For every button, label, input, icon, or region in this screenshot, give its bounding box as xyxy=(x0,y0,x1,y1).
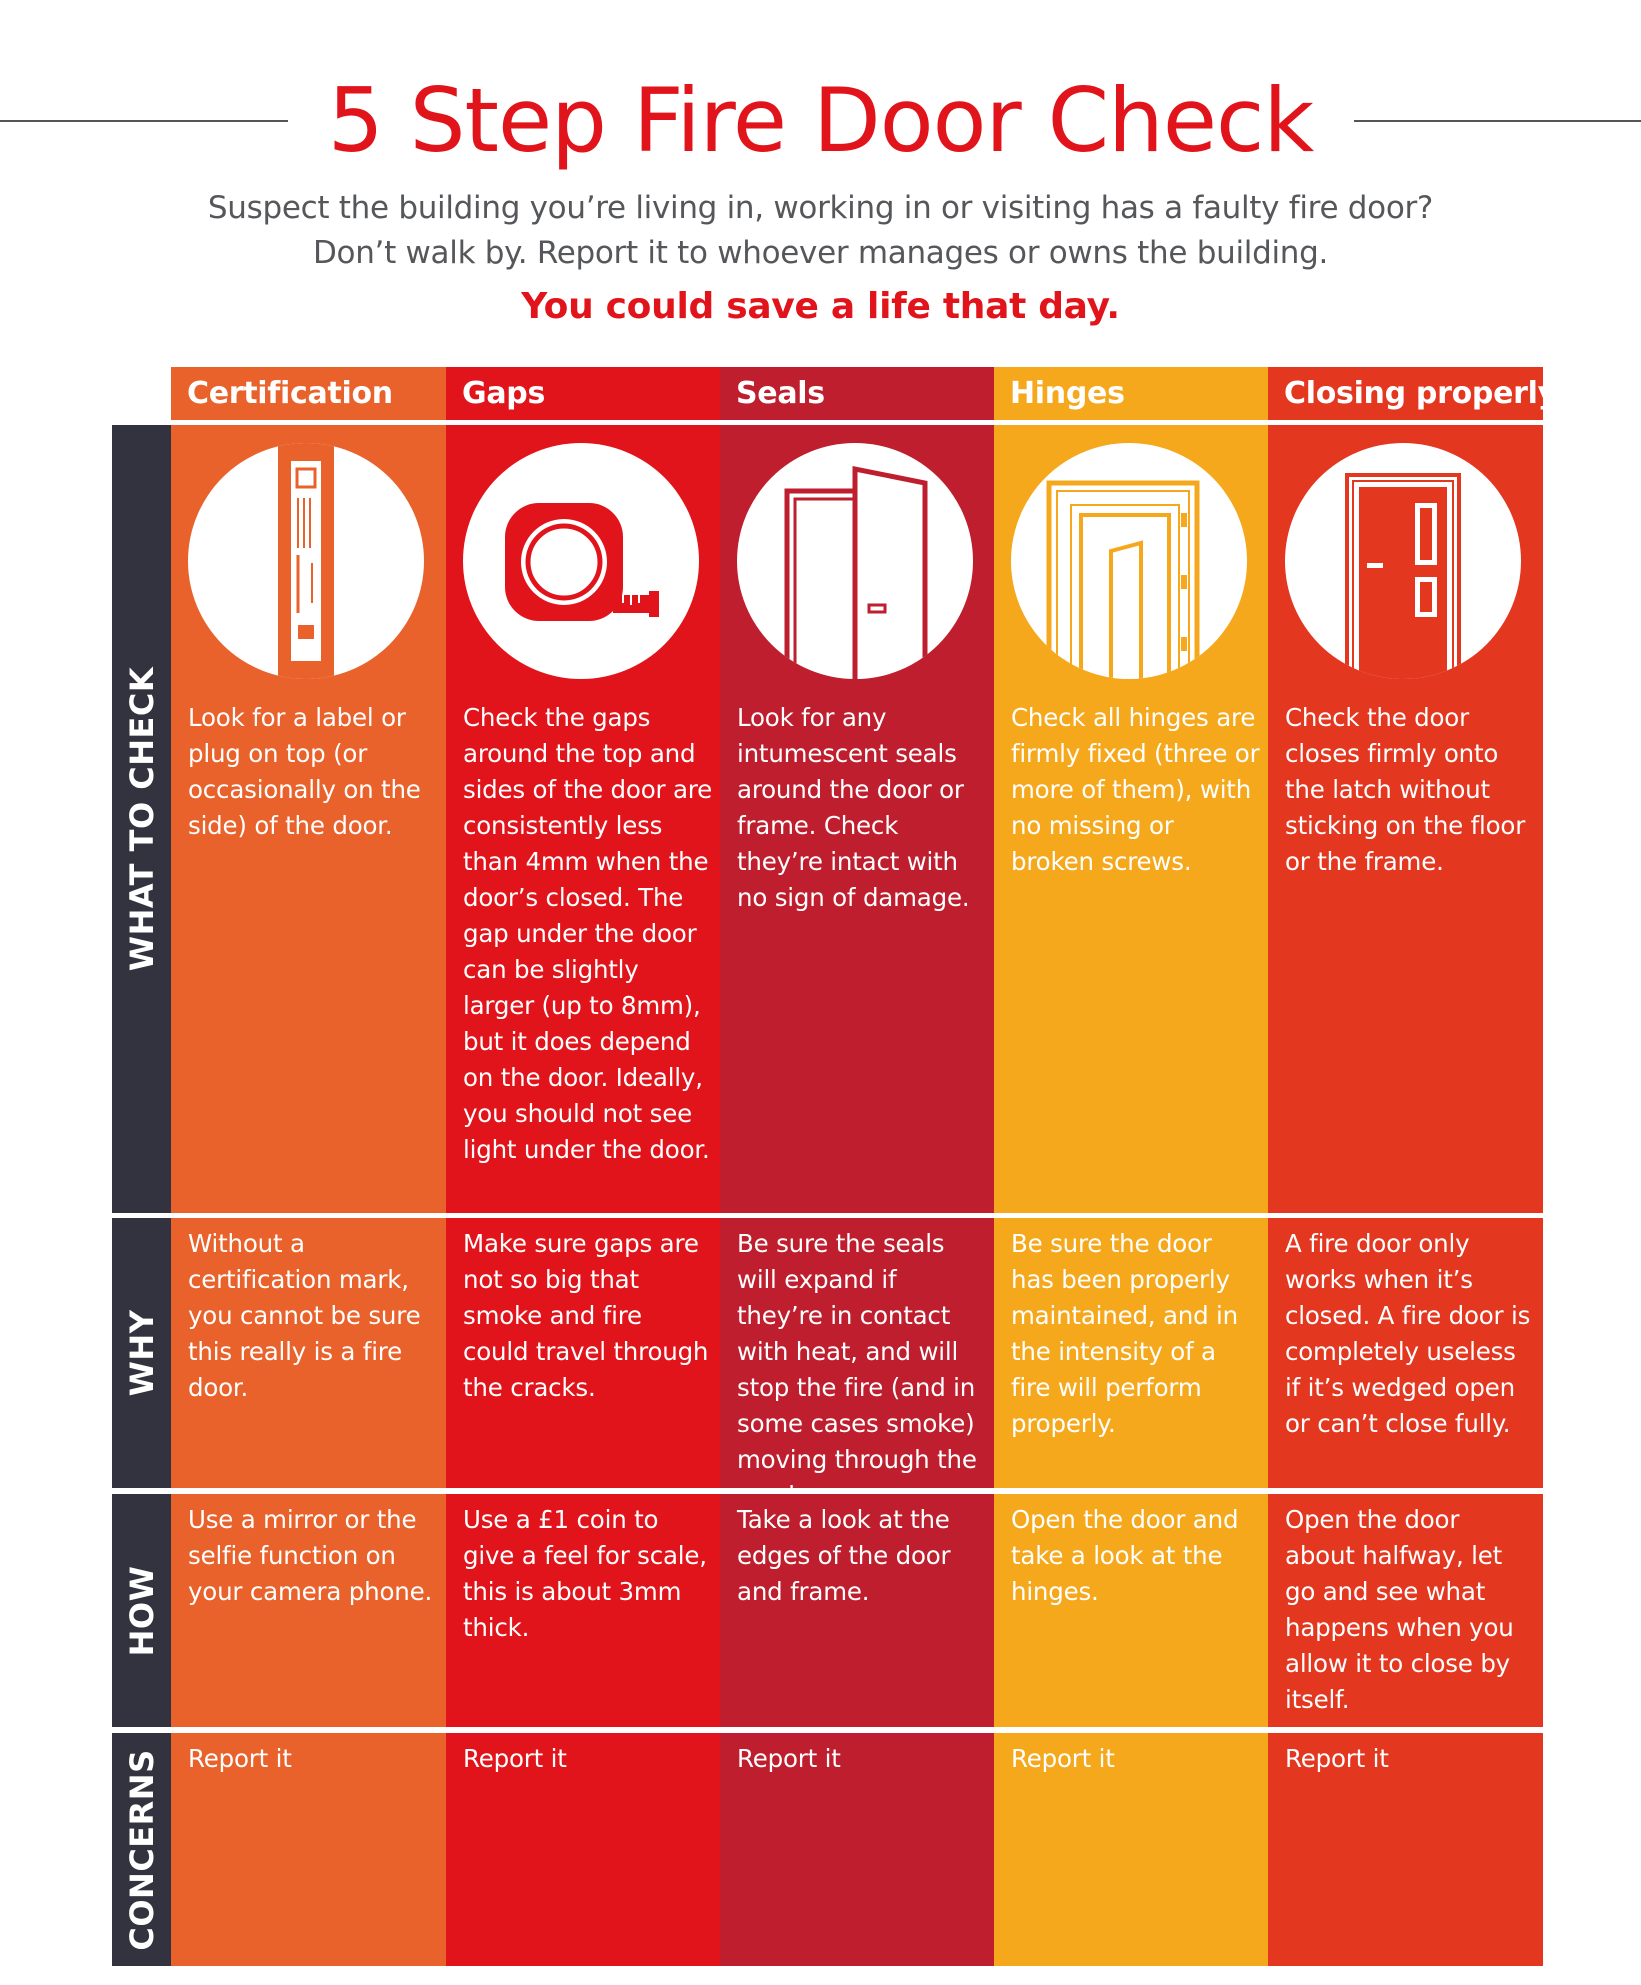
row-label-how-text: HOW xyxy=(122,1565,161,1656)
gaps-why-text: Make sure gaps are not so big that smoke and fire could travel through the cracks. xyxy=(463,1229,709,1402)
hinges-concerns-cell xyxy=(994,1733,1268,1966)
row-label-what-to-check xyxy=(112,425,171,1213)
hinges-how-cell xyxy=(994,1494,1268,1727)
gaps-how-cell xyxy=(446,1494,720,1727)
door-hinges-icon xyxy=(1011,443,1247,679)
seals-concerns-cell xyxy=(720,1733,994,1966)
certification-how-text: Use a mirror or the selfie function on your camera phone. xyxy=(188,1505,433,1606)
certification-what-cell xyxy=(171,425,446,1213)
open-door-icon xyxy=(737,443,973,679)
gaps-concerns-text: Report it xyxy=(463,1744,567,1773)
row-label-why xyxy=(112,1218,171,1488)
hinges-what-text: Check all hinges are firmly fixed (three or more of them), with no missing or broken screws. xyxy=(1011,703,1260,876)
column-header-seals: Seals xyxy=(720,367,994,420)
column-header-gaps: Gaps xyxy=(446,367,720,420)
closing-what-cell xyxy=(1268,425,1543,1213)
seals-how-text: Take a look at the edges of the door and frame. xyxy=(737,1505,951,1606)
certification-concerns-cell xyxy=(171,1733,446,1966)
seals-what-cell xyxy=(720,425,994,1213)
row-label-concerns-text: CONCERNS xyxy=(122,1748,161,1951)
hinges-why-cell xyxy=(994,1218,1268,1488)
closing-concerns-cell xyxy=(1268,1733,1543,1966)
closing-how-text: Open the door about halfway, let go and see what happens when you allow it to close by itself. xyxy=(1285,1505,1514,1714)
closing-why-text: A fire door only works when it’s closed. A fire door is completely useless if it’s wedged open or can’t close fully. xyxy=(1285,1229,1531,1438)
certification-why-cell xyxy=(171,1218,446,1488)
closing-how-cell xyxy=(1268,1494,1543,1727)
column-header-certification: Certification xyxy=(171,367,446,420)
closed-fire-door-icon xyxy=(1285,443,1521,679)
subtitle-line-2: Don’t walk by. Report it to whoever manages or owns the building. xyxy=(312,235,1329,271)
certification-how-cell xyxy=(171,1494,446,1727)
hinges-why-text: Be sure the door has been properly maintained, and in the intensity of a fire will perform properly. xyxy=(1011,1229,1238,1438)
row-label-how xyxy=(112,1494,171,1727)
page-title: 5 Step Fire Door Check xyxy=(327,69,1314,172)
certification-label-icon xyxy=(188,443,424,679)
tagline: You could save a life that day. xyxy=(521,286,1120,327)
column-header-hinges: Hinges xyxy=(994,367,1268,420)
hinges-concerns-text: Report it xyxy=(1011,1744,1115,1773)
gaps-how-text: Use a £1 coin to give a feel for scale, this is about 3mm thick. xyxy=(463,1505,707,1642)
gaps-what-cell xyxy=(446,425,720,1213)
gaps-what-text: Check the gaps around the top and sides of the door are consistently less than 4mm when the door’s closed. The gap under the door can be slightly larger (up to 8mm), but it does depend on the door. Ideally, you should not see light under the door. xyxy=(463,703,712,1164)
closing-why-cell xyxy=(1268,1218,1543,1488)
gaps-why-cell xyxy=(446,1218,720,1488)
seals-why-cell xyxy=(720,1218,994,1488)
seals-how-cell xyxy=(720,1494,994,1727)
tape-measure-icon xyxy=(463,443,699,679)
column-header-closing-properly: Closing properly xyxy=(1268,367,1543,420)
row-label-why-text: WHY xyxy=(122,1309,161,1397)
row-label-what-text: WHAT TO CHECK xyxy=(122,666,161,972)
certification-what-text: Look for a label or plug on top (or occasionally on the side) of the door. xyxy=(188,703,421,840)
certification-concerns-text: Report it xyxy=(188,1744,292,1773)
closing-concerns-text: Report it xyxy=(1285,1744,1389,1773)
subtitle-line-1: Suspect the building you’re living in, working in or visiting has a faulty fire door? xyxy=(207,190,1434,226)
seals-why-text: Be sure the seals will expand if they’re in contact with heat, and will stop the fire (and in some cases smoke) moving through the xyxy=(737,1229,977,1474)
seals-concerns-text: Report it xyxy=(737,1744,841,1773)
gaps-concerns-cell xyxy=(446,1733,720,1966)
hinges-how-text: Open the door and take a look at the hinges. xyxy=(1011,1505,1239,1606)
seals-what-text: Look for any intumescent seals around the door or frame. Check they’re intact with no sign of damage. xyxy=(737,703,970,912)
closing-what-text: Check the door closes firmly onto the latch without sticking on the floor or the frame. xyxy=(1285,703,1526,876)
row-label-concerns xyxy=(112,1733,171,1966)
certification-why-text: Without a certification mark, you cannot be sure this really is a fire door. xyxy=(188,1229,421,1402)
hinges-what-cell xyxy=(994,425,1268,1213)
